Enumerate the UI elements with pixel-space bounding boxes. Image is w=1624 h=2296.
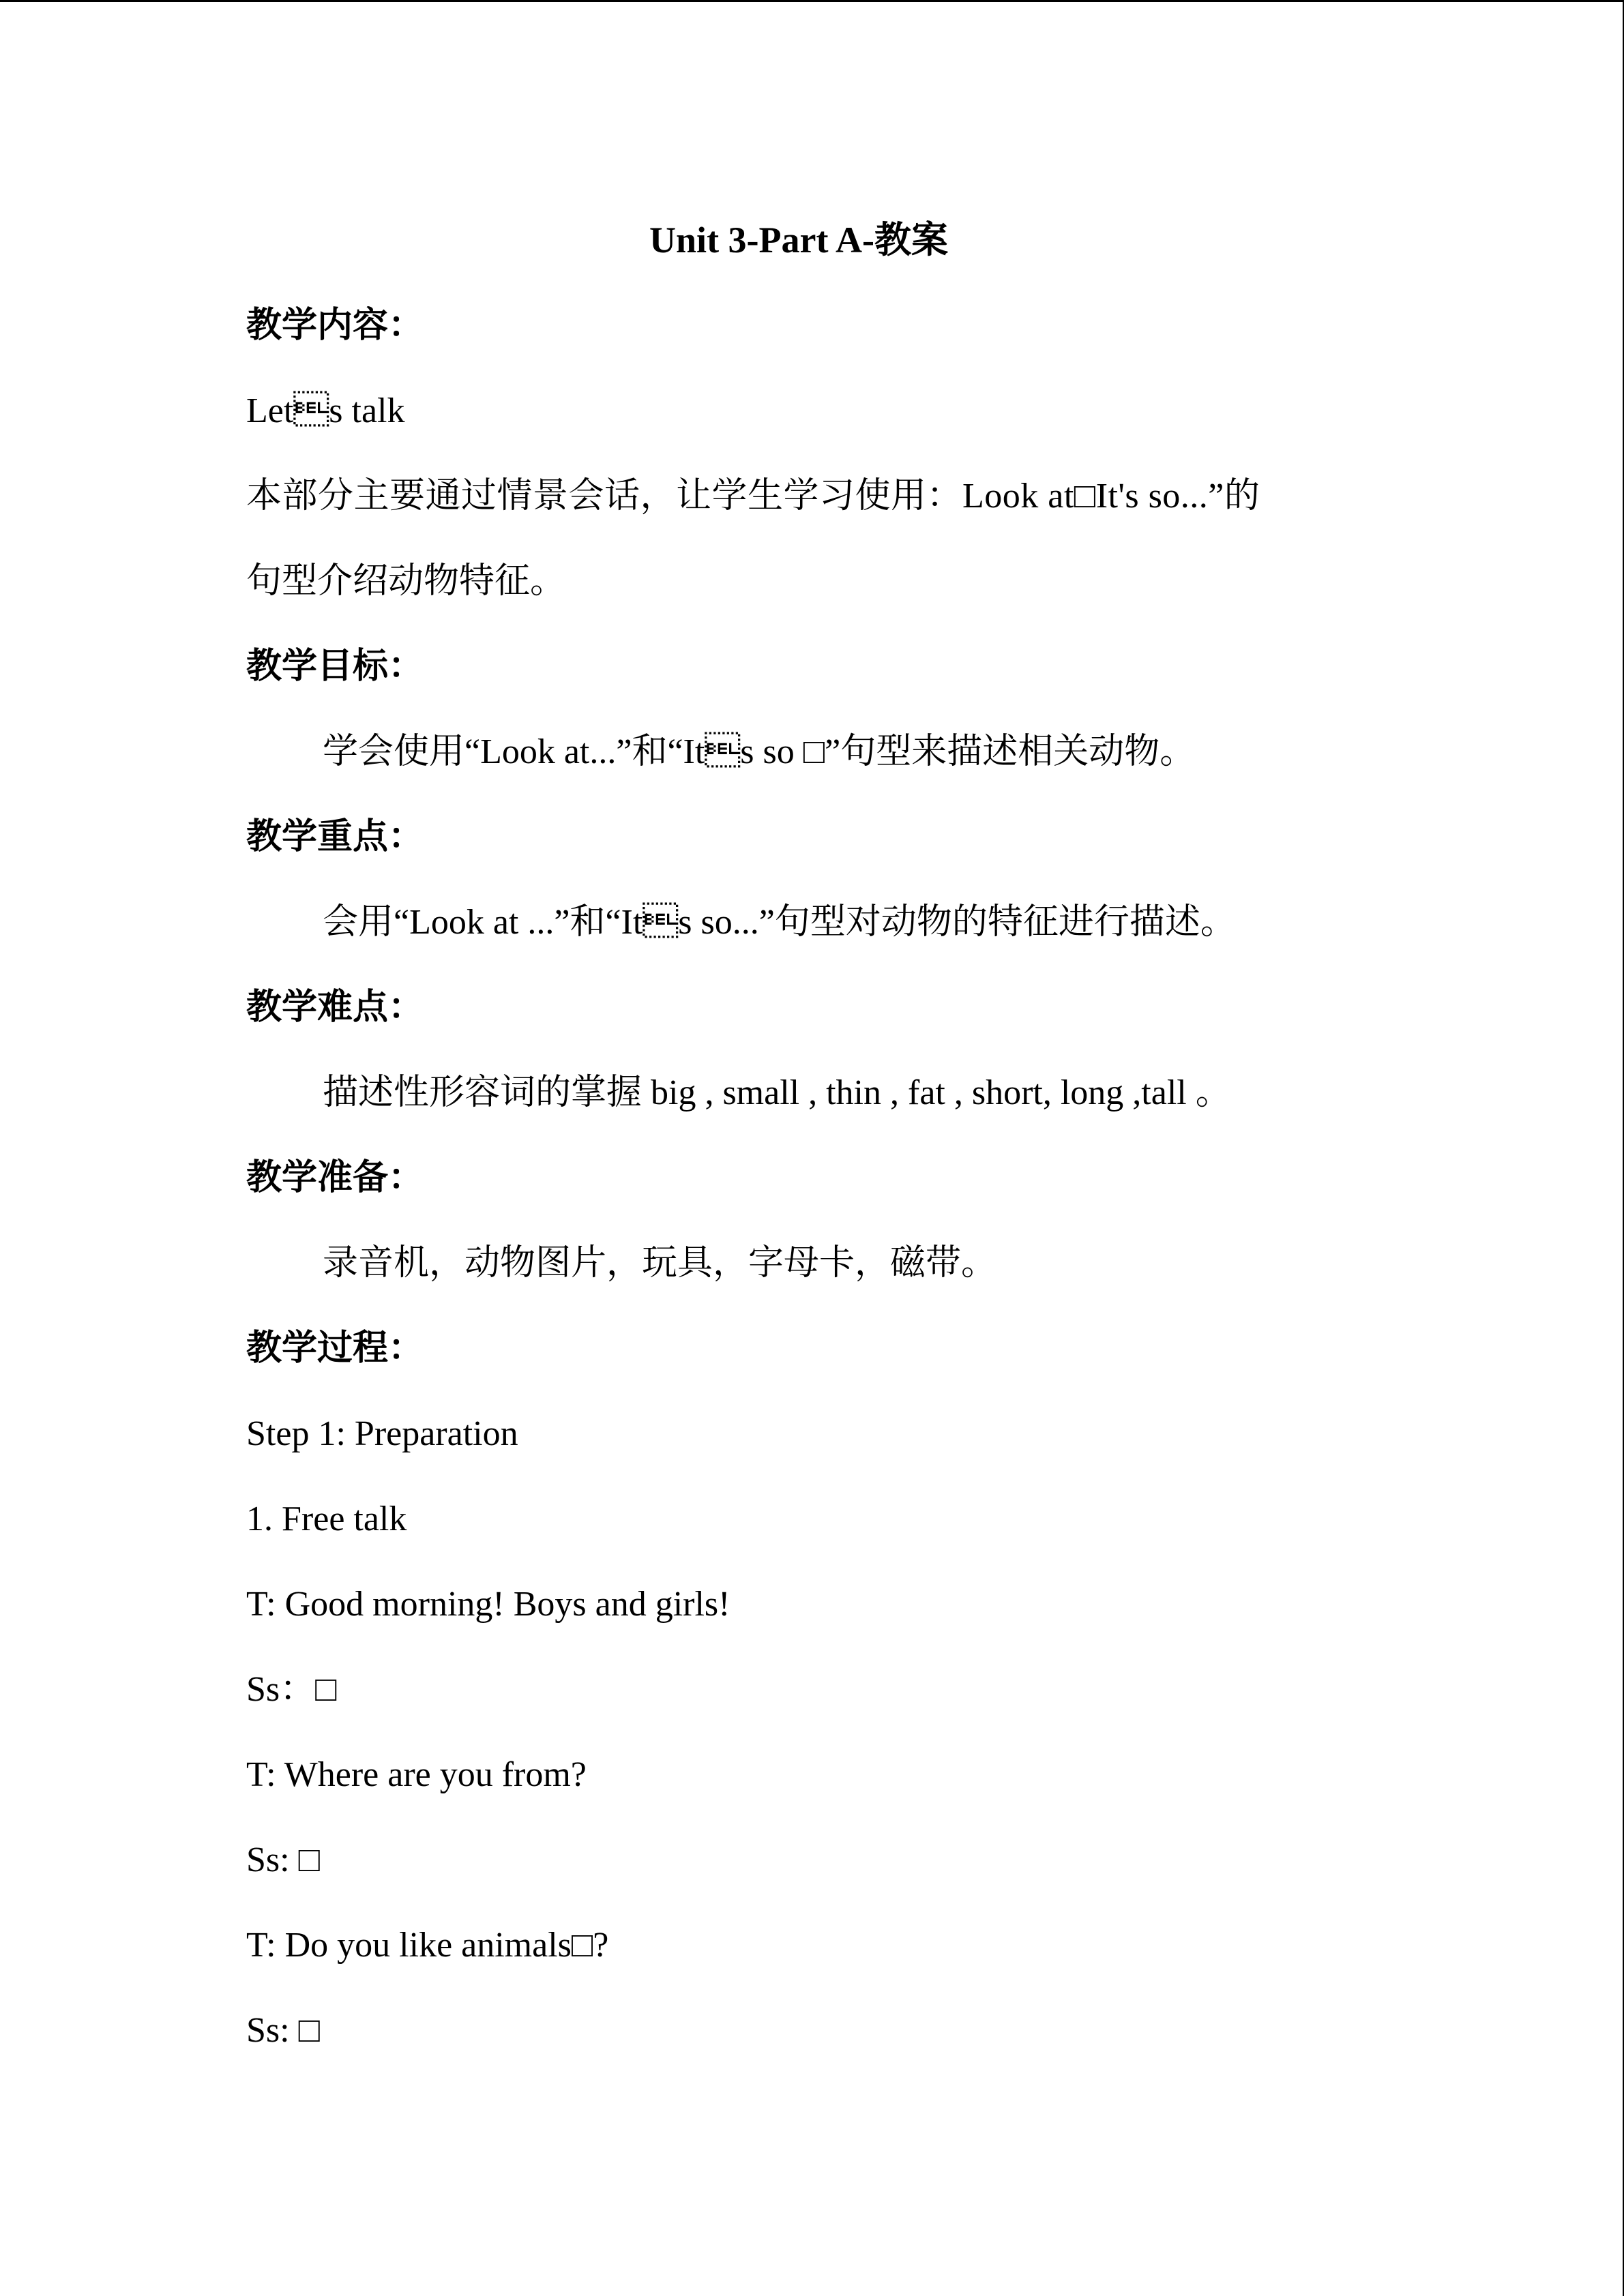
dialogue-line: Ss: □ [246, 2011, 321, 2050]
preparation-text: 录音机，动物图片，玩具，字母卡，磁带。 [323, 1244, 997, 1283]
dialogue-line: T: Good morning! Boys and girls! [246, 1585, 730, 1624]
section-heading-process: 教学过程： [246, 1329, 424, 1368]
dialogue-line: T: Where are you from? [246, 1755, 587, 1794]
objectives-text: 学会使用“Look at...”和“Its so □”句型来描述相关动物。 [323, 732, 1196, 771]
process-step-1: Step 1: Preparation [246, 1414, 518, 1453]
section-heading-difficulties: 教学难点： [246, 988, 424, 1027]
dialogue-line: Ss：□ [246, 1670, 337, 1709]
section-heading-key-points: 教学重点： [246, 818, 424, 856]
difficulties-text: 描述性形容词的掌握 big , small , thin , fat , short, long ,tall 。 [323, 1073, 1231, 1112]
section-heading-preparation: 教学准备： [246, 1159, 424, 1197]
content-lets-talk: Lets talk [246, 391, 405, 430]
process-free-talk: 1. Free talk [246, 1500, 407, 1538]
section-heading-objectives: 教学目标： [246, 647, 424, 686]
content-description-line-2: 句型介绍动物特征。 [246, 562, 566, 601]
document-title: Unit 3-Part A-教案 [649, 220, 948, 260]
content-description-line-1: 本部分主要通过情景会话，让学生学习使用：Look at□It's so...”的 [246, 477, 1260, 516]
document-page [246, 198, 1378, 2073]
dialogue-line: Ss: □ [246, 1840, 321, 1879]
key-points-text: 会用“Look at ...”和“Its so...”句型对动物的特征进行描述。 [323, 903, 1236, 942]
dialogue-line: T: Do you like animals□? [246, 1926, 609, 1965]
section-heading-content: 教学内容： [246, 306, 424, 345]
page-top-border [0, 0, 1624, 2]
